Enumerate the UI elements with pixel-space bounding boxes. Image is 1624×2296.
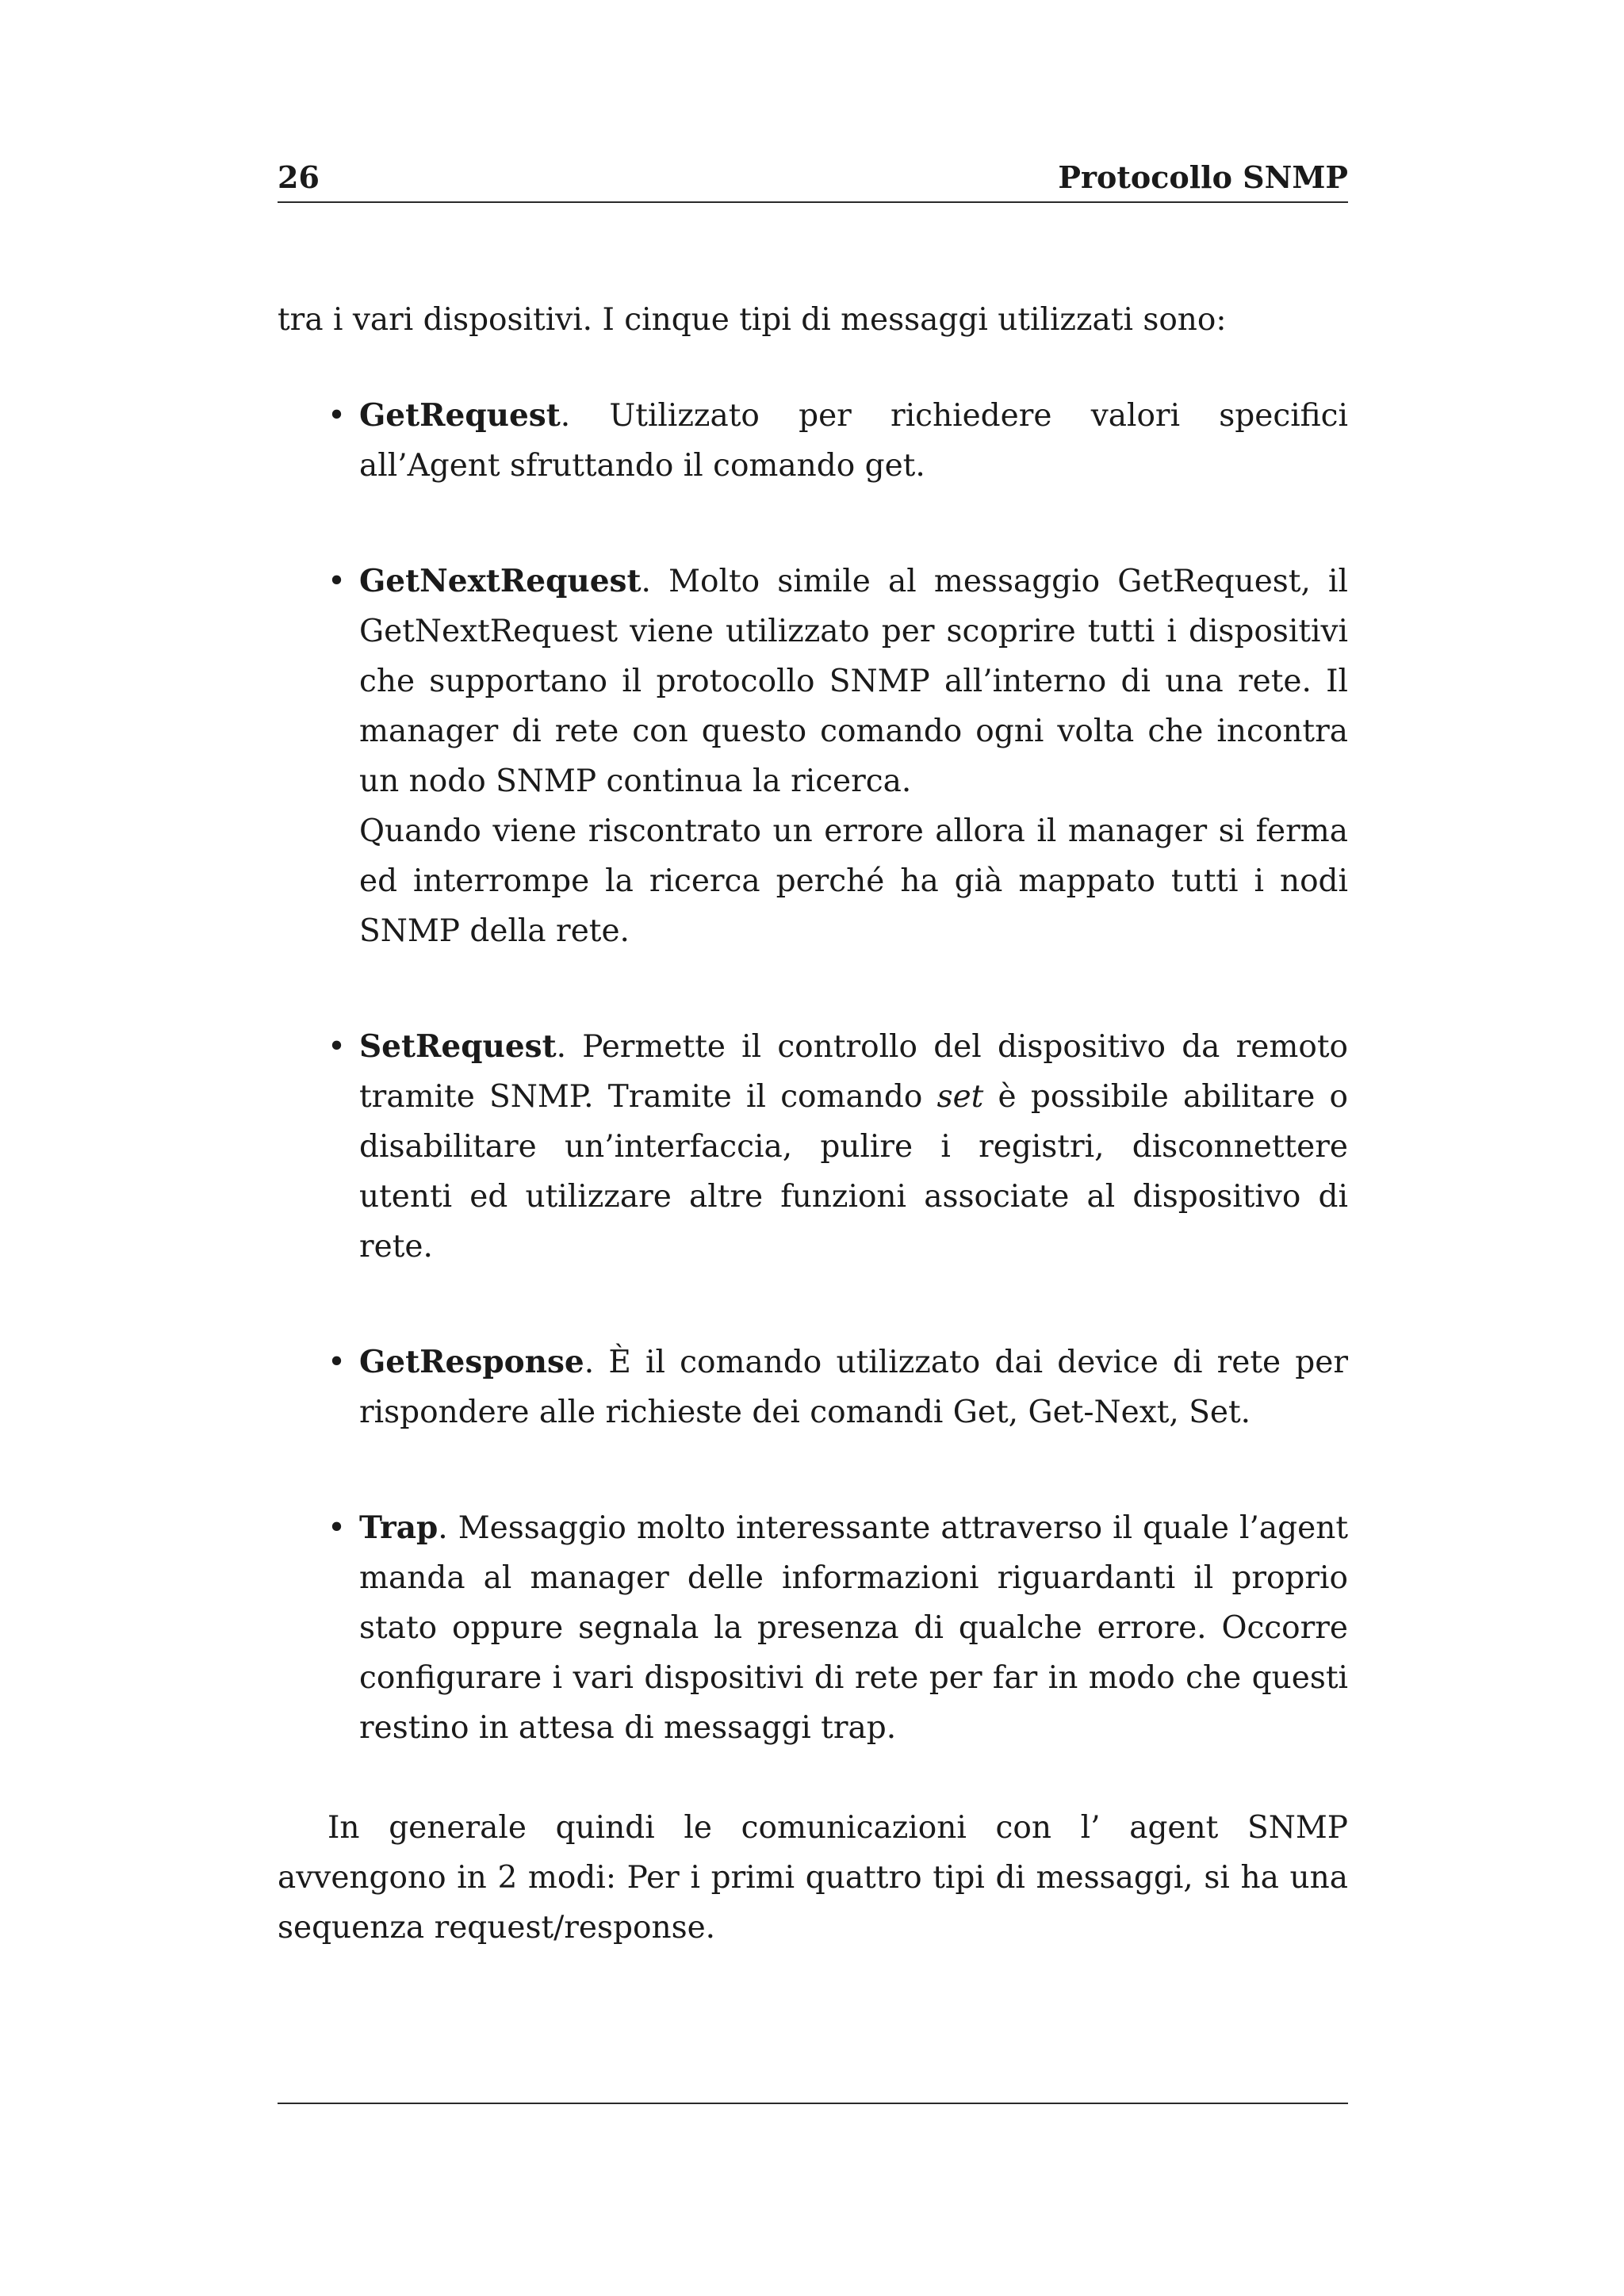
bullet-icon: • (327, 1029, 347, 1065)
body-text (278, 295, 1348, 1953)
desc-setrequest-b: è possibile abilitare o disabilitare un’interfaccia, pulire i registri, disconnettere utenti ed utilizzare altre funzioni associate al dispositivo di rete. (359, 1079, 1348, 1265)
list-item-getnextrequest (278, 557, 1348, 956)
page-number: 26 (278, 159, 320, 195)
bullet-icon: • (327, 398, 347, 434)
closing-paragraph: In generale quindi le comunicazioni con l’ agent SNMP avvengono in 2 modi: Per i primi quattro tipi di messaggi, si ha una sequenza request/response. (278, 1810, 1348, 1946)
desc-setrequest-a: . Permette il controllo del dispositivo da remoto tramite SNMP. Tramite il comando (359, 1029, 1348, 1115)
desc-trap: . Messaggio molto interessante attraverso il quale l’agent manda al manager delle informazioni riguardanti il proprio stato oppure segnala la presenza di qualche errore. Occorre configurare i vari dispositivi di rete per far in modo che questi restino in attesa di messaggi trap. (359, 1510, 1348, 1746)
bullet-icon: • (327, 1510, 347, 1546)
term-trap: Trap (359, 1510, 439, 1546)
intro-paragraph: tra i vari dispositivi. I cinque tipi di messaggi utilizzati sono: (278, 302, 1227, 338)
chapter-title: Protocollo SNMP (1058, 159, 1348, 195)
list-item-getrequest (278, 391, 1348, 491)
desc-getnextrequest-continued: Quando viene riscontrato un errore allora il manager si ferma ed interrompe la ricerca perché ha già mappato tutti i nodi SNMP della rete. (359, 813, 1348, 949)
list-item-getresponse (278, 1337, 1348, 1437)
list-item-trap (278, 1503, 1348, 1753)
command-set: set (936, 1079, 984, 1115)
list-item-setrequest (278, 1022, 1348, 1272)
desc-getrequest: . Utilizzato per richiedere valori specifici all’Agent sfruttando il comando get. (359, 398, 1348, 484)
term-getresponse: GetResponse (359, 1344, 584, 1380)
running-header (278, 155, 1348, 203)
bullet-icon: • (327, 564, 347, 599)
message-type-list (278, 391, 1348, 1753)
bullet-icon: • (327, 1345, 347, 1380)
desc-getresponse: . È il comando utilizzato dai device di rete per rispondere alle richieste dei comandi Get, Get-Next, Set. (359, 1345, 1348, 1430)
document-page (278, 0, 1348, 2296)
desc-getnextrequest: . Molto simile al messaggio GetRequest, il GetNextRequest viene utilizzato per scoprire tutti i dispositivi che supportano il protocollo SNMP all’interno di una rete. Il manager di rete con questo comando ogni volta che incontra un nodo SNMP continua la ricerca. (359, 564, 1348, 799)
term-getrequest: GetRequest (359, 397, 561, 434)
term-setrequest: SetRequest (359, 1028, 557, 1065)
footer-rule (278, 2103, 1348, 2104)
term-getnextrequest: GetNextRequest (359, 563, 642, 599)
